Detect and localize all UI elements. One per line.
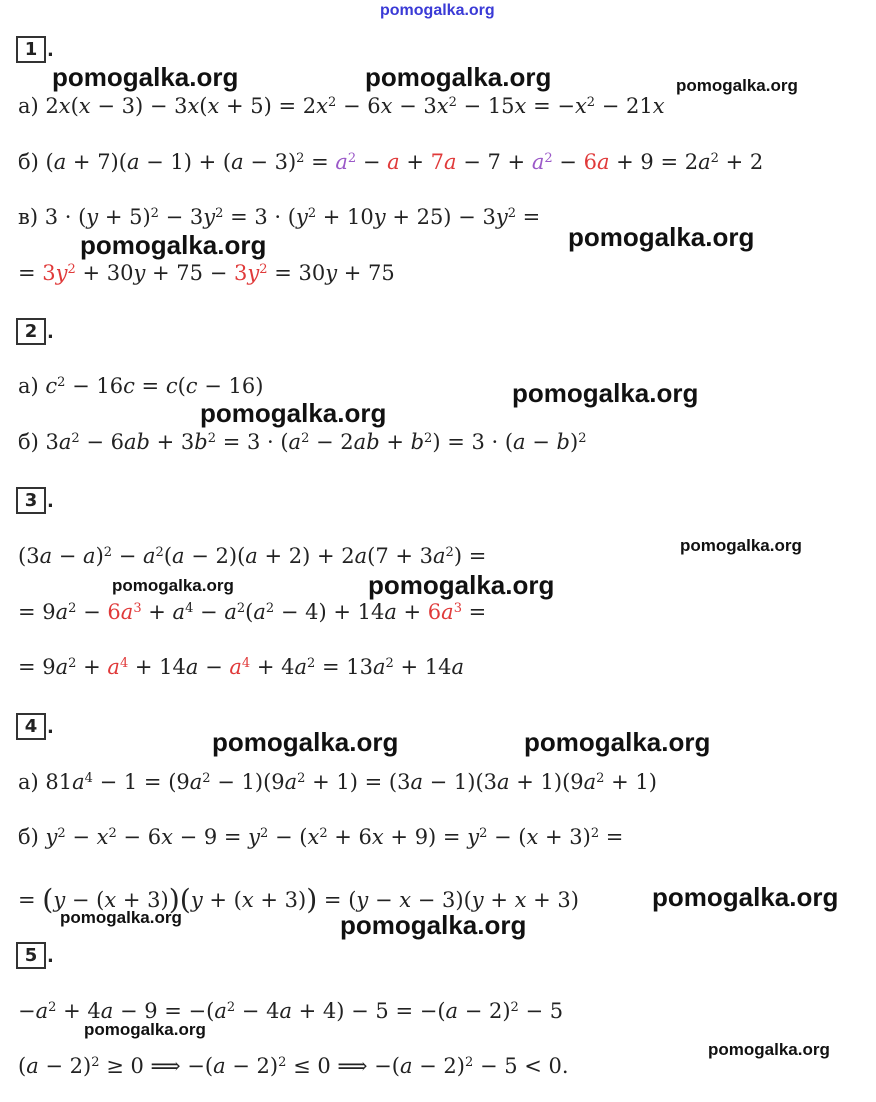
task4-line-a: а) $81a^4 - 1 = (9a^2 - 1)(9a^2 + 1) = (3a - 1)(3a + 1)(9a^2 + 1)$: [18, 770, 657, 794]
watermark: pomogalka.org: [365, 62, 552, 92]
task-dot: .: [47, 322, 54, 343]
watermark: pomogalka.org: [524, 727, 711, 757]
watermark: pomogalka.org: [512, 378, 699, 408]
task2-line-a: а) $c^2 - 16c = c(c - 16)$: [18, 374, 264, 398]
watermark: pomogalka.org: [652, 882, 839, 912]
task-number-4: 4: [16, 713, 46, 740]
watermark: pomogalka.org: [212, 727, 399, 757]
watermark: pomogalka.org: [84, 1020, 206, 1039]
task2-line-b: б) $3a^2 - 6ab + 3b^2 = 3 \cdot (a^2 - 2ab + b^2) = 3 \cdot (a - b)^2$: [18, 430, 587, 454]
task-number-5: 5: [16, 942, 46, 969]
task3-line-3: = $9a^2 + a^4 + 14a - a^4 + 4a^2 = 13a^2 + 14a$: [18, 655, 464, 679]
watermark: pomogalka.org: [708, 1040, 830, 1059]
watermark: pomogalka.org: [112, 576, 234, 595]
task1-line-v1: в) $3 \cdot (y + 5)^2 - 3y^2 = 3 \cdot (y^2 + 10y + 25) - 3y^2$ =: [18, 205, 541, 229]
task-number-2: 2: [16, 318, 46, 345]
watermark: pomogalka.org: [680, 536, 802, 555]
watermark: pomogalka.org: [368, 570, 555, 600]
task1-line-b: б) $(a + 7)(a - 1) + (a - 3)^2 = a^2 - a + 7a - 7 + a^2 - 6a + 9 = 2a^2 + 2$: [18, 150, 764, 174]
task-dot: .: [47, 717, 54, 738]
task1-line-a: а) $2x(x - 3) - 3x(x + 5) = 2x^2 - 6x - 3x^2 - 15x = -x^2 - 21x$: [18, 94, 665, 118]
watermark: pomogalka.org: [676, 76, 798, 95]
task3-line-2: = $9a^2 - 6a^3 + a^4 - a^2(a^2 - 4) + 14a + 6a^3$ =: [18, 600, 487, 624]
task5-line-1: $-a^2 + 4a - 9 = -(a^2 - 4a + 4) - 5 = -(a - 2)^2 - 5$: [18, 999, 564, 1023]
watermark: pomogalka.org: [340, 910, 527, 940]
watermark: pomogalka.org: [200, 398, 387, 428]
task-dot: .: [47, 491, 54, 512]
watermark: pomogalka.org: [52, 62, 239, 92]
watermark: pomogalka.org: [80, 230, 267, 260]
task-dot: .: [47, 40, 54, 61]
watermark: pomogalka.org: [568, 222, 755, 252]
task-number-1: 1: [16, 36, 46, 63]
task3-line-1: $(3a - a)^2 - a^2(a - 2)(a + 2) + 2a(7 + 3a^2)$ =: [18, 544, 487, 568]
task5-line-2: $(a - 2)^2 \ge 0$ ⟹ $-(a - 2)^2 \le 0$ ⟹ $-(a - 2)^2 - 5 < 0$.: [18, 1054, 569, 1078]
task1-line-v2: = $3y^2 + 30y + 75 - 3y^2 = 30y + 75$: [18, 261, 395, 285]
task-number-3: 3: [16, 487, 46, 514]
watermark: pomogalka.org: [60, 908, 182, 927]
task4-line-b1: б) $y^2 - x^2 - 6x - 9 = y^2 - (x^2 + 6x + 9) = y^2 - (x + 3)^2$ =: [18, 825, 624, 849]
task-dot: .: [47, 946, 54, 967]
task4-line-b2: = (y − (x + 3))(y + (x + 3)) = (y − x − 3)(y + x + 3): [18, 883, 579, 916]
site-watermark-top: pomogalka.org: [380, 2, 495, 19]
